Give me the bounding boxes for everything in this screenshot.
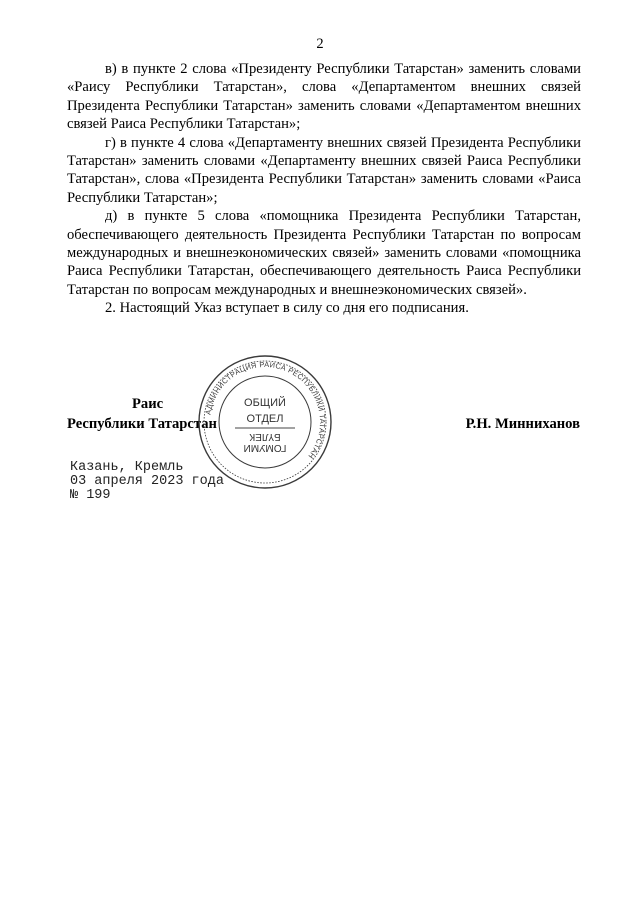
paragraph-effective-date: 2. Настоящий Указ вступает в силу со дня его подписания. — [105, 300, 469, 317]
paragraph-g: г) в пункте 4 слова «Департаменту внешних связей Президента Республики Татарстан» заменить словами «Департаменту внешних связей Раиса Республики Татарстан», слова «Президента Республики Татарстан» заменить словами «Раиса Республики Татарстан»; — [67, 134, 581, 206]
decree-body — [67, 60, 581, 318]
seal-text-line4: БҮЛЕК — [249, 431, 281, 442]
page-number: 2 — [316, 36, 324, 52]
seal-text-line3: ГОМУМИ — [243, 442, 287, 453]
paragraph-v: в) в пункте 2 слова «Президенту Республики Татарстан» заменить словами «Раису Республики Татарстан», слова «Департаментом внешних связей Президента Республики Татарстан» заменить словами «Департаментом внешних связей Раиса Республики Татарстан»; — [67, 61, 581, 133]
signatory-name: Р.Н. Минниханов — [465, 416, 580, 432]
decree-number-line: № 199 — [70, 488, 111, 503]
seal-ring-text: АДМИНИСТРАЦИЯ РАИСА РЕСПУБЛИКИ ТАТАРСТАН — [203, 359, 328, 461]
date-line: 03 апреля 2023 года — [70, 474, 224, 489]
signatory-title-line1: Раис — [132, 396, 164, 412]
seal-text-line1: ОБЩИЙ — [244, 397, 286, 409]
paragraph-d: д) в пункте 5 слова «помощника Президента Республики Татарстан, обеспечивающего деятельность Президента Республики Татарстан по вопросам международных и внешнеэкономических связей» заменить словами «помощника Раиса Республики Татарстан, обеспечивающего деятельность Раиса Республики Татарстан по вопросам международных и внешнеэкономических связей». — [67, 208, 581, 298]
seal-text-line2: ОТДЕЛ — [246, 413, 284, 425]
signatory-title-line2: Республики Татарстан — [67, 416, 217, 432]
place-line: Казань, Кремль — [70, 460, 184, 475]
place-date-block — [70, 461, 224, 503]
